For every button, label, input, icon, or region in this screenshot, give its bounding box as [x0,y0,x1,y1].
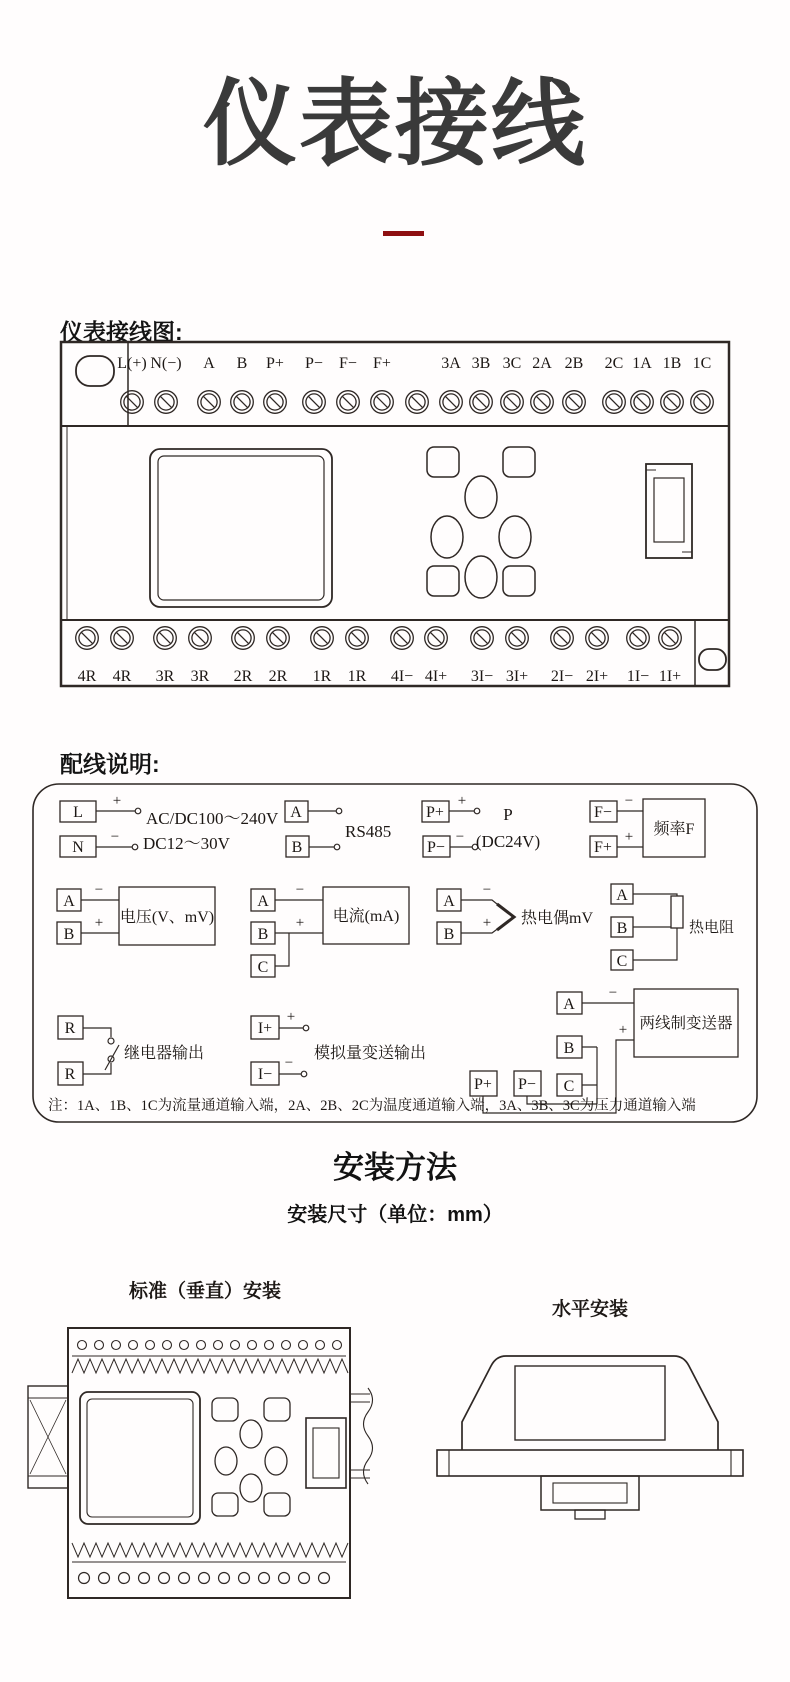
minus-sign: − [624,793,634,809]
terminal-box-label: I− [257,1066,273,1083]
rtd-resistor-icon [671,896,683,928]
terminal-box-label: F− [594,804,612,821]
key-right [265,1447,287,1475]
key-bottom-left [427,566,459,596]
terminal-box-label: P+ [474,1076,492,1093]
terminal-label: F+ [373,355,391,372]
wiring-notes-outline [33,784,757,1122]
top-zigzag-strip [72,1359,348,1373]
screw-terminal-icon [337,391,360,414]
terminal-label: 4R [112,668,132,685]
minus-sign: − [482,882,492,898]
screw-terminal-icon [371,391,394,414]
terminal-label: F− [339,355,357,372]
horizontal-install-label: 水平安装 [551,1299,628,1320]
terminal-label: 3R [155,668,175,685]
terminal-box-label: A [290,804,302,821]
screw-terminal-icon [76,627,99,650]
terminal-label: 4R [77,668,97,685]
screw-terminal-icon [267,627,290,650]
minus-sign: − [110,829,120,845]
terminal-label: A [203,355,215,372]
terminal-label: 2R [233,668,253,685]
minus-sign: − [295,882,305,898]
thermocouple-junction-icon [497,904,514,930]
din-rail-right-break [350,1388,373,1484]
terminal-block-diagram [57,338,737,694]
base-plate [437,1450,743,1476]
key-down [240,1474,262,1502]
screw-terminal-icon [231,391,254,414]
bottom-terminal-holes [79,1573,330,1584]
horizontal-install-diagram [425,1330,755,1530]
screw-terminal-icon [121,391,144,414]
screw-terminal-icon [586,627,609,650]
terminal-box-label: A [257,893,269,910]
screw-terminal-icon [155,391,178,414]
terminal-box-label: C [563,1078,575,1095]
screw-terminal-icon [189,627,212,650]
terminal-label: 3I− [470,668,494,685]
terminal-box-label: A [616,887,628,904]
screw-terminal-icon [111,627,134,650]
wiring-item-transmitter [470,985,738,1113]
screw-terminal-icon [311,627,334,650]
wiring-item-frequency [590,793,705,857]
analog-output-label: 模拟量变送输出 [314,1045,427,1062]
wiring-item-aux-power [422,793,540,857]
frequency-label: 频率F [653,821,695,838]
screw-terminal-icon [631,391,654,414]
wiring-item-rtd [611,884,734,970]
plus-sign: + [286,1009,296,1025]
keypad-cluster [427,447,535,598]
housing-profile [462,1356,718,1450]
minus-sign: − [608,985,618,1001]
screw-terminal-icon [661,391,684,414]
minus-sign: − [94,882,104,898]
terminal-label: 3B [471,355,491,372]
vertical-install-diagram [20,1320,385,1610]
terminal-label: 4I− [390,668,414,685]
key-left [431,516,463,558]
install-section-title: 安装方法 [333,1150,457,1185]
minus-sign: − [455,829,465,845]
vertical-install-label: 标准（垂直）安装 [128,1281,281,1302]
key-bottom-right [264,1493,290,1516]
top-terminal-labels [117,355,711,372]
terminal-box-label: P− [518,1076,536,1093]
terminal-label: 1R [312,668,332,685]
terminal-box-label: I+ [257,1020,273,1037]
key-up [465,476,497,518]
wiring-notes-section-label: 配线说明: [60,751,160,777]
side-connector [306,1418,346,1488]
current-label: 电流(mA) [332,908,400,925]
display-window [80,1392,200,1524]
keypad-cluster [212,1398,290,1516]
aux-power-line2: (DC24V) [475,832,541,851]
top-terminal-holes [78,1341,342,1350]
terminal-label: 2C [604,355,624,372]
screw-terminal-icon [303,391,326,414]
terminal-box-label: B [616,920,628,937]
terminal-label: 4I+ [424,668,448,685]
terminal-box-label: A [443,893,455,910]
terminal-box-label: B [291,839,303,856]
aux-power-line1: P [503,805,513,824]
terminal-label: N(−) [150,355,182,372]
plus-sign: + [94,915,104,931]
key-top-left [427,447,459,477]
screw-terminal-icon [691,391,714,414]
relay-label: 继电器输出 [124,1045,205,1062]
mount-slot-top [76,356,114,386]
terminal-label: P+ [266,355,284,372]
install-dimensions-subtitle: 安装尺寸（单位：mm） [287,1204,503,1226]
terminal-label: 2I− [550,668,574,685]
terminal-box-label: A [563,996,575,1013]
wiring-item-power [60,793,279,857]
plus-sign: + [457,793,467,809]
key-bottom-right [503,566,535,596]
side-connector [646,464,692,558]
terminal-box-label: C [616,953,628,970]
terminal-label: L(+) [117,355,147,372]
wiring-item-current [251,882,409,977]
power-range-line1: AC/DC100～240V [146,809,279,828]
din-rail-clip [541,1476,639,1519]
screw-terminal-icon [506,627,529,650]
terminal-label: 1C [692,355,712,372]
key-top-left [212,1398,238,1421]
key-bottom-left [212,1493,238,1516]
terminal-label: 2I+ [585,668,609,685]
top-screw-terminal-row [121,391,714,414]
terminal-box-label: C [257,959,269,976]
din-rail-left-clip [28,1386,68,1488]
key-top-right [503,447,535,477]
screw-terminal-icon [391,627,414,650]
terminal-box-label: L [73,804,83,821]
terminal-label: 2A [532,355,552,372]
screw-terminal-icon [406,391,429,414]
terminal-box-label: N [72,839,84,856]
bottom-terminal-labels [78,668,682,685]
switch-lever-icon [105,1045,119,1070]
screw-terminal-icon [531,391,554,414]
wiring-notes-diagram [28,778,762,1128]
thermocouple-label: 热电偶mV [521,910,594,927]
title-accent-rule [383,231,424,236]
wiring-item-thermocouple [437,882,593,944]
terminal-label: B [236,355,248,372]
rs485-label: RS485 [345,822,392,841]
mount-slot-bottom [699,649,726,670]
plus-sign: + [624,829,634,845]
wiring-diagram-section-label: 仪表接线图: [60,319,183,345]
wiring-item-relay [58,1016,204,1085]
terminal-box-label: B [63,926,75,943]
key-top-right [264,1398,290,1421]
channel-note: 注：1A、1B、1C为流量通道输入端，2A、2B、2C为温度通道输入端，3A、3B、3C为压力通道输入端 [48,1098,696,1114]
wiring-item-voltage [57,882,215,945]
terminal-box-label: R [64,1020,76,1037]
terminal-label: 3A [441,355,461,372]
bottom-zigzag-strip [72,1543,348,1557]
screw-terminal-icon [425,627,448,650]
terminal-label: 3I+ [505,668,529,685]
plus-sign: + [295,915,305,931]
terminal-box-label: P− [427,839,445,856]
terminal-label: 2B [564,355,584,372]
key-down [465,556,497,598]
key-up [240,1420,262,1448]
terminal-box-label: P+ [426,804,444,821]
screw-terminal-icon [470,391,493,414]
terminal-label: P− [305,355,323,372]
terminal-box-label: A [63,893,75,910]
transmitter-label: 两线制变送器 [639,1015,733,1032]
screw-terminal-icon [563,391,586,414]
terminal-box-label: B [257,926,269,943]
terminal-box-label: B [563,1040,575,1057]
screw-terminal-icon [501,391,524,414]
plus-sign: + [618,1022,628,1038]
page-title: 仪表接线 [202,71,587,176]
wiring-item-analog-output [251,1009,426,1085]
minus-sign: − [284,1055,294,1071]
screw-terminal-icon [659,627,682,650]
bottom-screw-terminal-row [76,627,682,650]
terminal-label: 1I+ [658,668,682,685]
terminal-label: 1I− [626,668,650,685]
screw-terminal-icon [551,627,574,650]
screw-terminal-icon [627,627,650,650]
terminal-box-label: R [64,1066,76,1083]
plus-sign: + [482,915,492,931]
screw-terminal-icon [264,391,287,414]
rtd-label: 热电阻 [689,920,735,936]
terminal-label: 1B [662,355,682,372]
plus-sign: + [112,793,122,809]
screw-terminal-icon [471,627,494,650]
screw-terminal-icon [232,627,255,650]
wiring-item-rs485 [285,801,391,857]
screw-terminal-icon [346,627,369,650]
terminal-label: 3C [502,355,522,372]
display-window [150,449,332,607]
terminal-label: 1R [347,668,367,685]
screw-terminal-icon [154,627,177,650]
terminal-label: 3R [190,668,210,685]
screw-terminal-icon [440,391,463,414]
screw-terminal-icon [603,391,626,414]
key-right [499,516,531,558]
voltage-label: 电压(V、mV) [119,909,215,926]
terminal-box-label: B [443,926,455,943]
screw-terminal-icon [198,391,221,414]
terminal-box-label: F+ [594,839,612,856]
terminal-label: 2R [268,668,288,685]
terminal-label: 1A [632,355,652,372]
power-range-line2: DC12～30V [143,834,230,853]
display-face [515,1366,665,1440]
key-left [215,1447,237,1475]
